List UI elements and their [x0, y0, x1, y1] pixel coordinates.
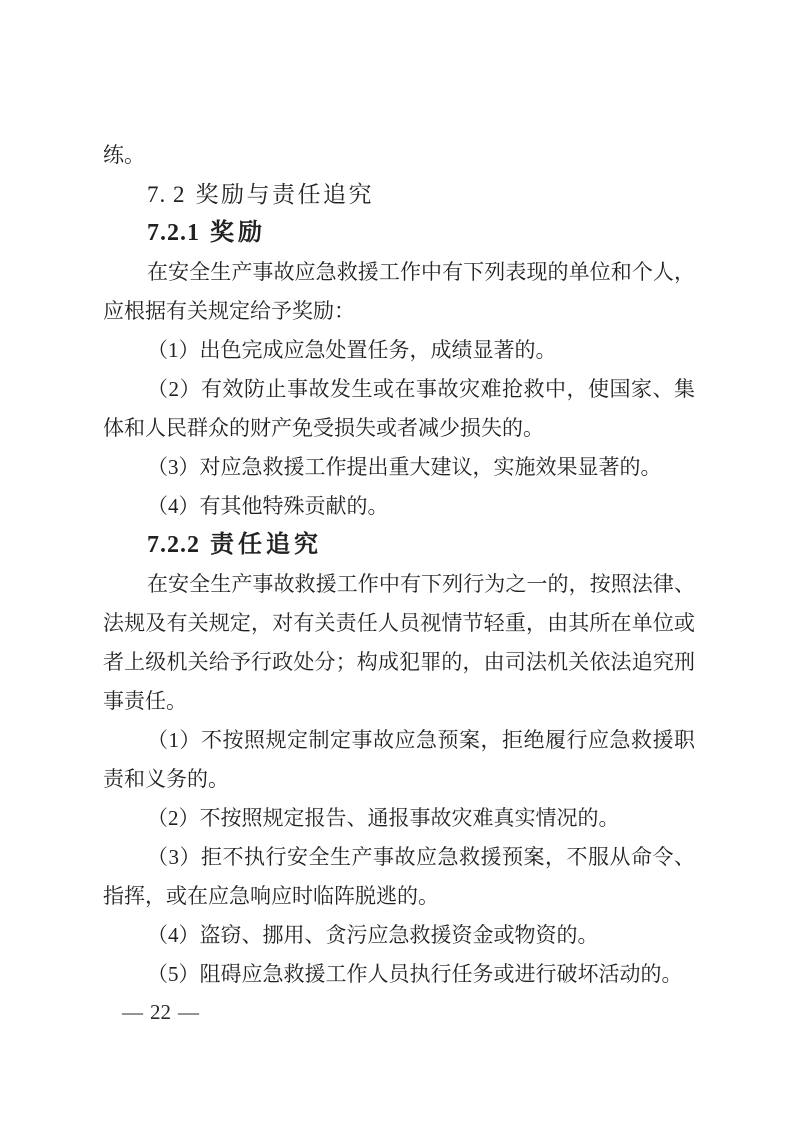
list-item-line: （3）拒不执行安全生产事故应急救援预案，不服从命令、 [147, 845, 695, 869]
subsection-heading-7-2-2 [103, 526, 695, 565]
list-item-line: （4）盗窃、挪用、贪污应急救援资金或物资的。 [147, 923, 599, 947]
paragraph-line: 事责任。 [103, 689, 187, 713]
list-item-line: （2）有效防止事故发生或在事故灾难抢救中，使国家、集 [147, 377, 695, 401]
list-item-line: 责和义务的。 [103, 767, 229, 791]
page-number: 22 [150, 1000, 171, 1024]
paragraph-line: 者上级机关给予行政处分；构成犯罪的，由司法机关依法追究刑 [103, 650, 695, 674]
paragraph-line: 在安全生产事故应急救援工作中有下列表现的单位和个人， [147, 260, 695, 284]
continuation-line: 练。 [103, 143, 145, 167]
page-content [103, 136, 695, 994]
list-item-line: （3）对应急救援工作提出重大建议，实施效果显著的。 [147, 455, 662, 479]
footer-left-dash: — [122, 1000, 143, 1024]
subsection-number: 7.2.1 [147, 220, 200, 246]
subsection-heading-7-2-1 [103, 214, 695, 253]
list-item-line: （1）不按照规定制定事故应急预案，拒绝履行应急救援职 [147, 728, 695, 752]
subsection-title: 责任追究 [210, 532, 322, 558]
list-item-line: 指挥，或在应急响应时临阵脱逃的。 [103, 884, 439, 908]
section-heading-7-2 [103, 175, 695, 214]
list-item-line: 体和人民群众的财产免受损失或者减少损失的。 [103, 416, 544, 440]
footer-right-dash: — [178, 1000, 199, 1024]
section-number: 7. 2 [147, 182, 186, 207]
subsection-title: 奖励 [210, 220, 266, 246]
paragraph-line: 法规及有关规定，对有关责任人员视情节轻重，由其所在单位或 [103, 611, 695, 635]
page-footer [122, 999, 199, 1025]
list-item-line: （5）阻碍应急救援工作人员执行任务或进行破坏活动的。 [147, 962, 683, 986]
section-title: 奖励与责任追究 [195, 182, 374, 207]
paragraph-line: 应根据有关规定给予奖励： [103, 299, 355, 323]
list-item-line: （2）不按照规定报告、通报事故灾难真实情况的。 [147, 806, 620, 830]
paragraph-line: 在安全生产事故救援工作中有下列行为之一的，按照法律、 [147, 572, 695, 596]
list-item-line: （1）出色完成应急处置任务，成绩显著的。 [147, 338, 557, 362]
list-item-line: （4）有其他特殊贡献的。 [147, 494, 389, 518]
subsection-number: 7.2.2 [147, 532, 200, 558]
